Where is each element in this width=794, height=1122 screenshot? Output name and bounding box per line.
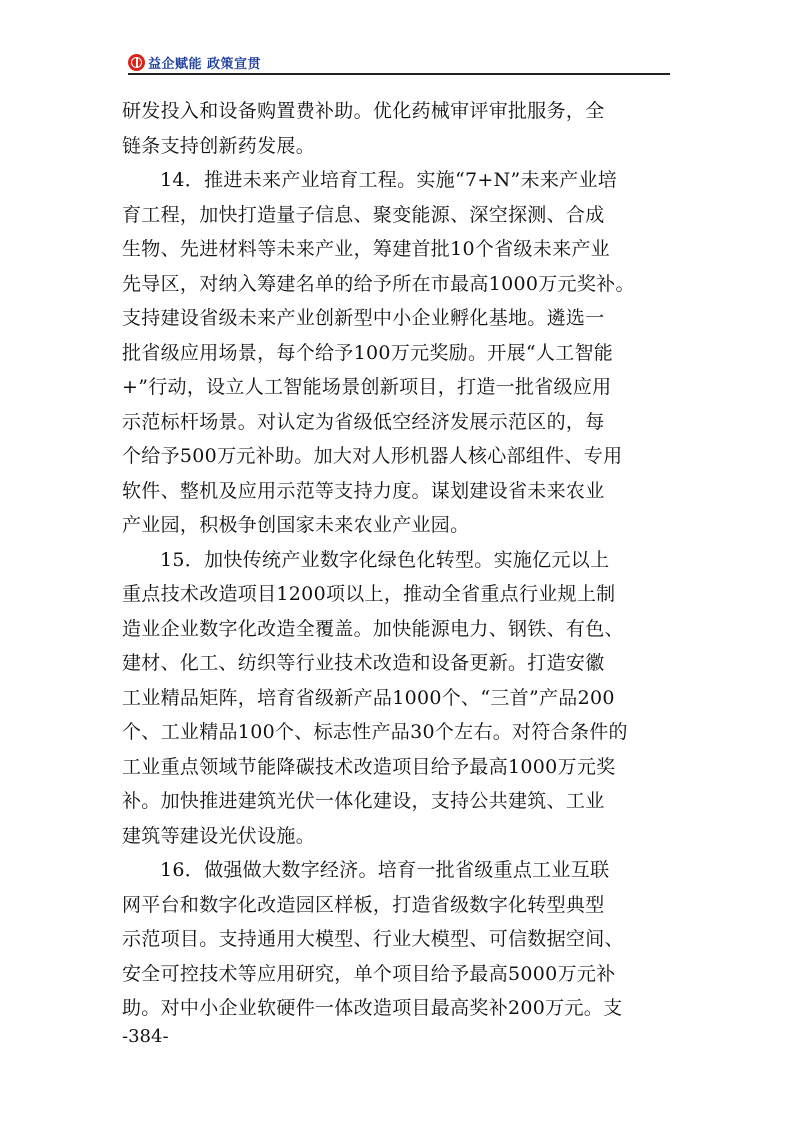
brand-logo — [128, 52, 261, 72]
text-line: 重点技术改造项目1200项以上，推动全省重点行业规上制 — [122, 583, 616, 605]
text-line: 产业园，积极争创国家未来农业产业园。 — [122, 514, 470, 536]
text-line: 示范标杆场景。对认定为省级低空经济发展示范区的，每 — [122, 410, 605, 433]
text-line: 生物、先进材料等未来产业，筹建首批10个省级未来产业 — [122, 238, 610, 260]
text-line: 工业重点领域节能降碳技术改造项目给予最高1000万元奖 — [122, 755, 616, 778]
brand-emblem-icon — [128, 54, 145, 71]
section-heading-line: 15．加快传统产业数字化绿色化转型。实施亿元以上 — [160, 548, 610, 571]
text-line: 安全可控技术等应用研究，单个项目给予最高5000万元补 — [122, 962, 616, 985]
text-line: 链条支持创新药发展。 — [122, 134, 316, 157]
text-line: 研发投入和设备购置费补助。优化药械审评审批服务，全 — [122, 100, 605, 122]
brand-logo-text: 益企赋能 政策宣贯 — [148, 56, 262, 72]
page-header — [128, 50, 670, 74]
text-line: 助。对中小企业软硬件一体改造项目最高奖补200万元。支 — [122, 997, 623, 1019]
section-heading-line: 16．做强做大数字经济。培育一批省级重点工业互联 — [160, 859, 610, 881]
header-divider — [128, 73, 670, 75]
text-line: 育工程，加快打造量子信息、聚变能源、深空探测、合成 — [122, 203, 605, 226]
text-line: 软件、整机及应用示范等支持力度。谋划建设省未来农业 — [122, 479, 605, 502]
page-number: -384- — [122, 1026, 169, 1047]
document-body — [122, 94, 678, 1026]
text-line: 批省级应用场景，每个给予100万元奖励。开展“人工智能 — [122, 341, 614, 364]
text-line: 工业精品矩阵，培育省级新产品1000个、“三首”产品200 — [122, 686, 615, 709]
text-line: 建筑等建设光伏设施。 — [122, 824, 316, 847]
text-line: 网平台和数字化改造园区样板，打造省级数字化转型典型 — [122, 893, 605, 916]
text-line: 造业企业数字化改造全覆盖。加快能源电力、钢铁、有色、 — [122, 617, 624, 640]
text-line: 补。加快推进建筑光伏一体化建设，支持公共建筑、工业 — [122, 790, 605, 812]
text-line: 个给予500万元补助。加大对人形机器人核心部组件、专用 — [122, 445, 623, 467]
text-line: 个、工业精品100个、标志性产品30个左右。对符合条件的 — [122, 721, 628, 743]
text-line: +”行动，设立人工智能场景创新项目，打造一批省级应用 — [122, 376, 612, 398]
text-line: 示范项目。支持通用大模型、行业大模型、可信数据空间、 — [122, 928, 624, 950]
text-line: 支持建设省级未来产业创新型中小企业孵化基地。遴选一 — [122, 307, 605, 329]
text-line: 建材、化工、纺织等行业技术改造和设备更新。打造安徽 — [122, 652, 605, 674]
section-heading-line: 14．推进未来产业培育工程。实施“7+N”未来产业培 — [160, 169, 618, 191]
text-line: 先导区，对纳入筹建名单的给予所在市最高1000万元奖补。 — [122, 272, 635, 295]
